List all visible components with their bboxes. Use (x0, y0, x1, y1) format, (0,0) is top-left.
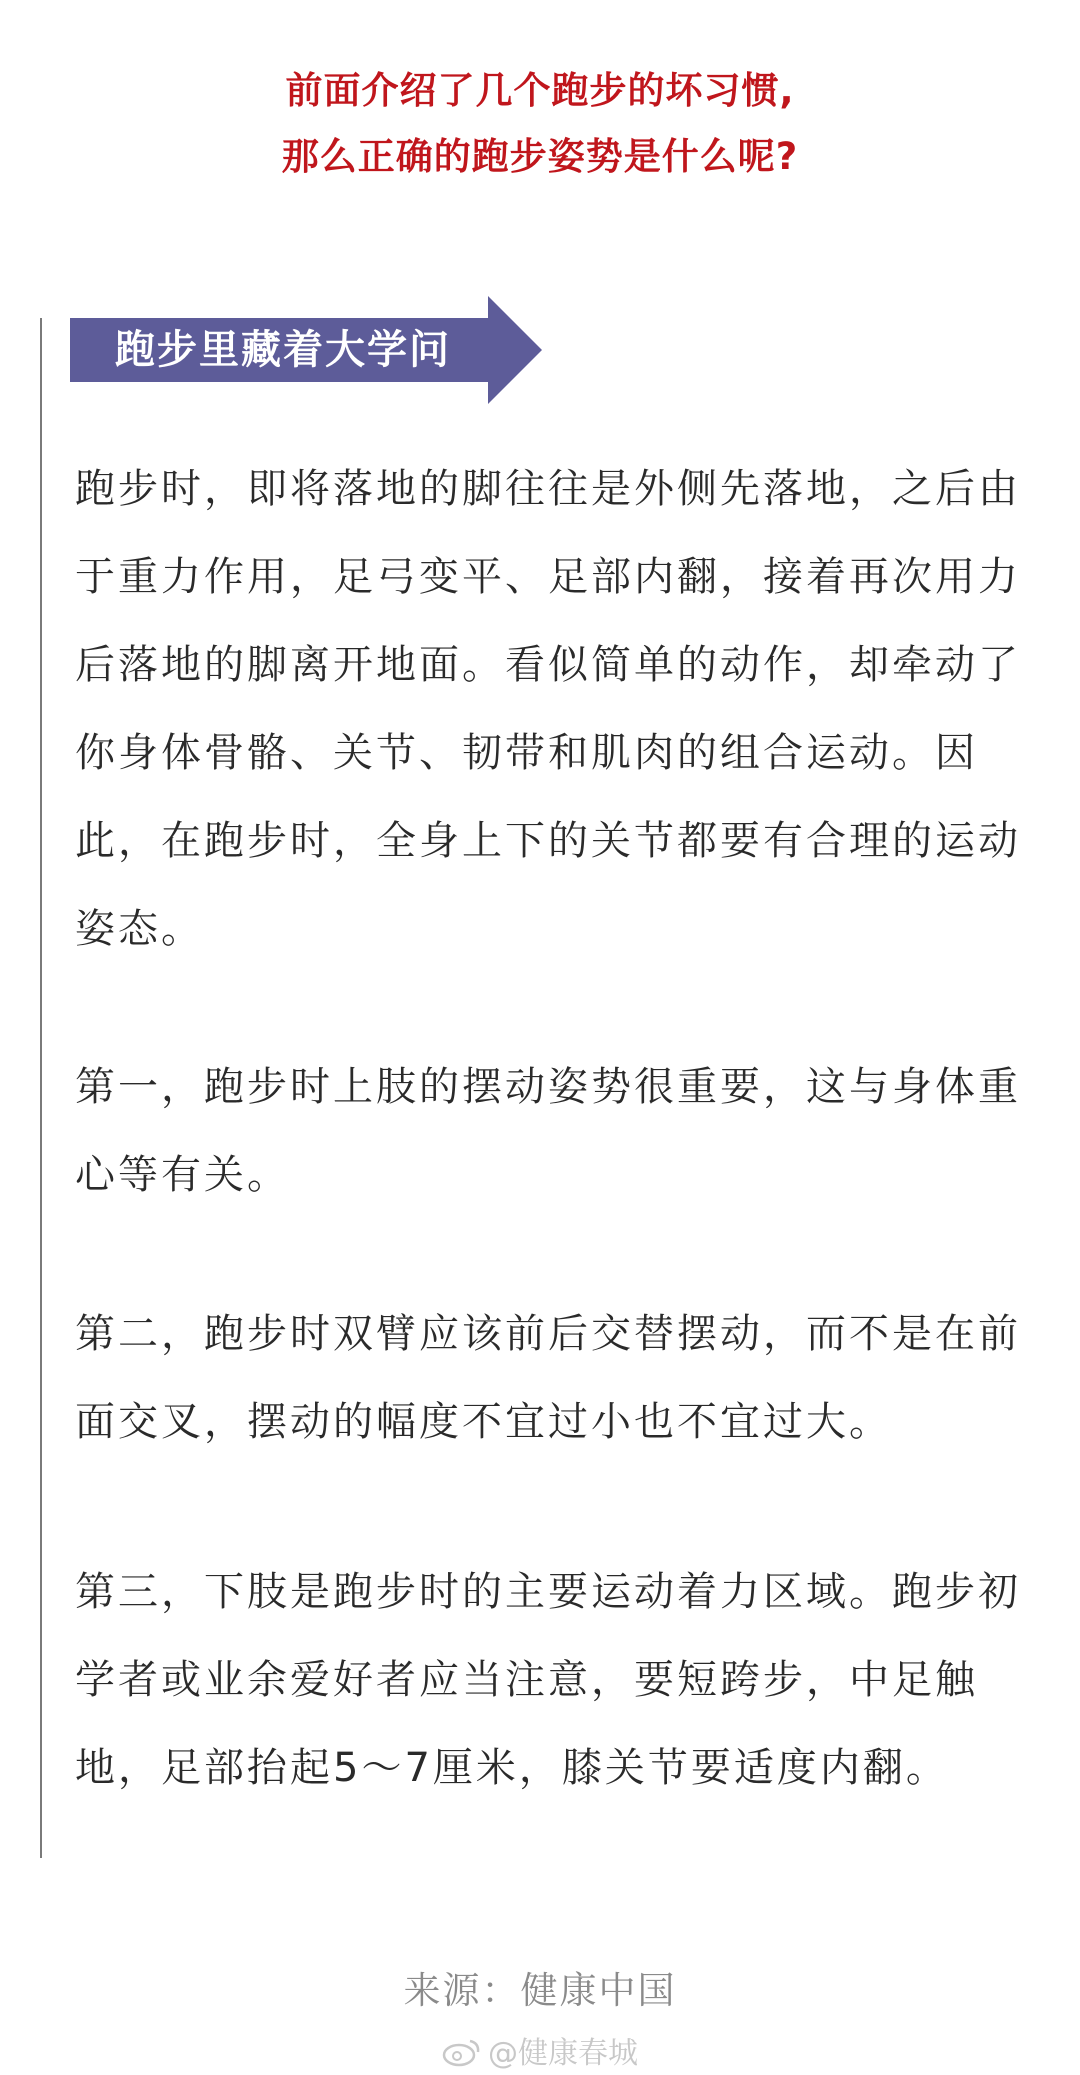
intro-question (0, 58, 1080, 190)
paragraph-first: 第一，跑步时上肢的摆动姿势很重要，这与身体重心等有关。 (75, 1064, 1021, 1198)
source-credit: 来源：健康中国 (403, 1969, 677, 2012)
intro-line-1: 前面介绍了几个跑步的坏习惯, (285, 69, 795, 112)
section-header-banner (70, 296, 550, 404)
paragraph-intro: 跑步时，即将落地的脚往往是外侧先落地，之后由于重力作用，足弓变平、足部内翻，接着再次用力后落地的脚离开地面。看似简单的动作，却牵动了你身体骨骼、关节、韧带和肌肉的组合运动。因此，在跑步时，全身上下的关节都要有合理的运动姿态。 (75, 466, 1021, 952)
weibo-watermark (0, 2028, 1080, 2072)
left-divider-line (40, 318, 42, 1858)
watermark-text: @健康春城 (488, 2036, 638, 2071)
section-title: 跑步里藏着大学问 (115, 327, 451, 373)
paragraph-second: 第二，跑步时双臂应该前后交替摆动，而不是在前面交叉，摆动的幅度不宜过小也不宜过大。 (75, 1311, 1021, 1445)
weibo-icon (442, 2037, 482, 2067)
paragraph-third: 第三，下肢是跑步时的主要运动着力区域。跑步初学者或业余爱好者应当注意，要短跨步，中足触地，足部抬起5～7厘米，膝关节要适度内翻。 (75, 1569, 1021, 1791)
intro-line-2: 那么正确的跑步姿势是什么呢? (281, 135, 799, 178)
